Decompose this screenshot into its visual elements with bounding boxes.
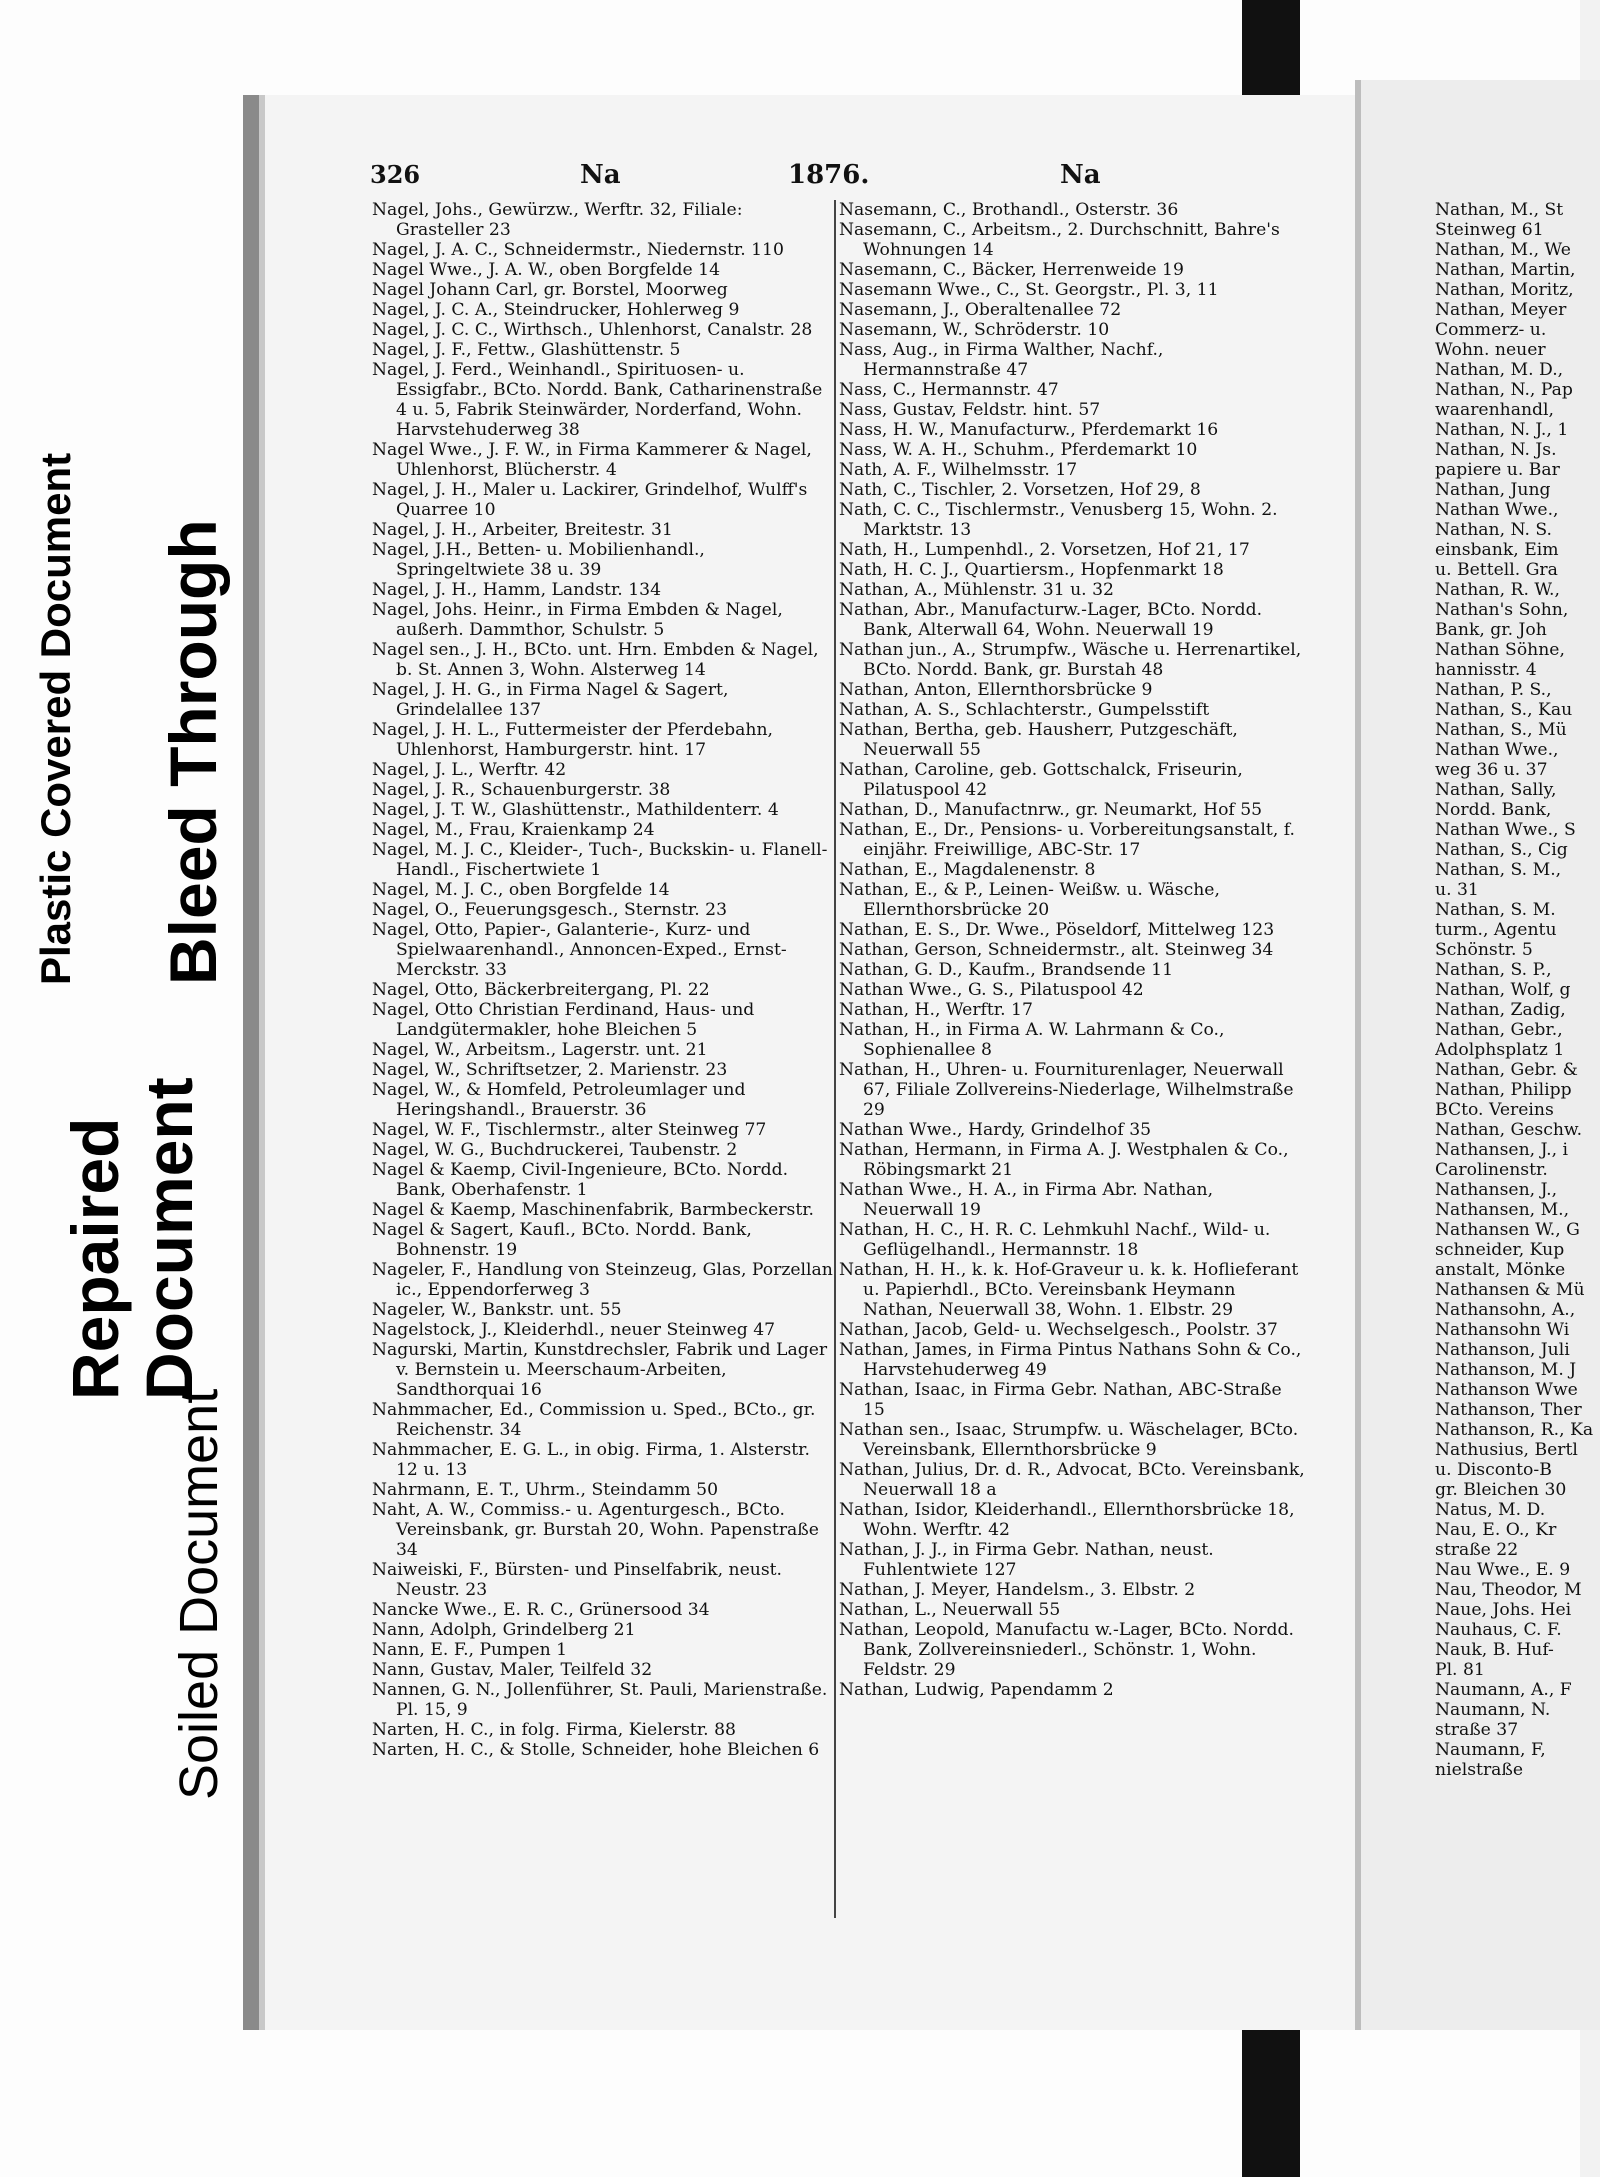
directory-entry: Nahmmacher, E. G. L., in obig. Firma, 1. Alsterstr. 12 u. 13 (372, 1440, 810, 1480)
directory-entry: Nagel, J. R., Schauenburgerstr. 38 (372, 780, 671, 800)
directory-entry: Nathan, S. M., (1435, 860, 1562, 880)
directory-entry: Nathan, E., Magdalenenstr. 8 (839, 860, 1096, 880)
directory-entry: Nagel, Otto, Bäckerbreitergang, Pl. 22 (372, 980, 710, 1000)
directory-entry: Naht, A. W., Commiss.- u. Agenturgesch., BCto. Vereinsbank, gr. Burstah 20, Wohn. Papenstraße 34 (372, 1500, 819, 1560)
directory-entry: Commerz- u. (1435, 320, 1547, 340)
directory-entry: papiere u. Bar (1435, 460, 1560, 480)
directory-entry: Nathan, Abr., Manufacturw.-Lager, BCto. Nordd. Bank, Alterwall 64, Wohn. Neuerwall 19 (839, 600, 1263, 640)
directory-entry: Nathan, Gerson, Schneidermstr., alt. Steinweg 34 (839, 940, 1274, 960)
directory-entry: Nathan, Wolf, g (1435, 980, 1571, 1000)
directory-entry: Nauk, B. Huf- (1435, 1640, 1554, 1660)
column-divider (834, 200, 836, 1918)
binder-strip-top (1242, 0, 1300, 110)
directory-entry: Nathan, Bertha, geb. Hausherr, Putzgeschäft, Neuerwall 55 (839, 720, 1238, 760)
directory-entry: Nahmmacher, Ed., Commission u. Sped., BCto., gr. Reichenstr. 34 (372, 1400, 816, 1440)
directory-entry: u. 31 (1435, 880, 1479, 900)
directory-entry: Nathan, P. S., (1435, 680, 1552, 700)
directory-entry: Nathan, H. H., k. k. Hof-Graveur u. k. k. Hoflieferant u. Papierhdl., BCto. Vereinsbank Heymann Nathan, Neuerwall 38, Wohn. 1. Elbstr. 29 (839, 1260, 1299, 1320)
directory-entry: Nathan, Jacob, Geld- u. Wechselgesch., Poolstr. 37 (839, 1320, 1278, 1340)
directory-entry: Nagel, J. F., Fettw., Glashüttenstr. 5 (372, 340, 681, 360)
directory-entry: Nagel, J. C. A., Steindrucker, Hohlerweg 9 (372, 300, 740, 320)
directory-entry: Nauhaus, C. F. (1435, 1620, 1562, 1640)
directory-entry: Nathan, G. D., Kaufm., Brandsende 11 (839, 960, 1174, 980)
directory-entry: Nathan's Sohn, (1435, 600, 1569, 620)
directory-entry: Naumann, N. (1435, 1700, 1551, 1720)
directory-entry: Narten, H. C., in folg. Firma, Kielerstr. 88 (372, 1720, 736, 1740)
directory-entry: Nagel, J. H. L., Futtermeister der Pferdebahn, Uhlenhorst, Hamburgerstr. hint. 17 (372, 720, 774, 760)
directory-entry: Nasemann, J., Oberaltenallee 72 (839, 300, 1122, 320)
directory-entry: Nathan, H. C., H. R. C. Lehmkuhl Nachf., Wild- u. Geflügelhandl., Hermannstr. 18 (839, 1220, 1271, 1260)
directory-entry: Nathan, Meyer (1435, 300, 1567, 320)
label-soiled-document: Soiled Document (169, 1388, 229, 1800)
directory-entry: Nagel, W. G., Buchdruckerei, Taubenstr. 2 (372, 1140, 738, 1160)
page-header (370, 160, 1130, 190)
directory-entry: Nasemann, C., Bäcker, Herrenweide 19 (839, 260, 1184, 280)
directory-entry: Nathan Wwe., (1435, 500, 1559, 520)
header-year: 1876. (788, 160, 870, 190)
directory-entry: Nathansen W., G (1435, 1220, 1580, 1240)
directory-entry: hannisstr. 4 (1435, 660, 1537, 680)
directory-entry: Naiweiski, F., Bürsten- und Pinselfabrik, neust. Neustr. 23 (372, 1560, 783, 1600)
directory-entry: Nathan Wwe., H. A., in Firma Abr. Nathan, Neuerwall 19 (839, 1180, 1214, 1220)
directory-entry: Steinweg 61 (1435, 220, 1544, 240)
directory-entry: Nagel, J. A. C., Schneidermstr., Niedernstr. 110 (372, 240, 784, 260)
directory-entry: Nathan, J. J., in Firma Gebr. Nathan, neust. Fuhlentwiete 127 (839, 1540, 1214, 1580)
directory-entry: Nath, C., Tischler, 2. Vorsetzen, Hof 29, 8 (839, 480, 1201, 500)
directory-entry: Nagel, J. L., Werftr. 42 (372, 760, 567, 780)
directory-entry: Nagel Wwe., J. A. W., oben Borgfelde 14 (372, 260, 721, 280)
directory-entry: Natus, M. D. (1435, 1500, 1546, 1520)
directory-entry: Nathansen, J., (1435, 1180, 1558, 1200)
directory-entry: Nathan, A. S., Schlachterstr., Gumpelsstift (839, 700, 1210, 720)
directory-entry: Nathansen, J., i (1435, 1140, 1569, 1160)
directory-entry: Nathan jun., A., Strumpfw., Wäsche u. Herrenartikel, BCto. Nordd. Bank, gr. Burstah 48 (839, 640, 1302, 680)
directory-entry: u. Disconto-B (1435, 1460, 1552, 1480)
directory-entry: Nathan, R. W., (1435, 580, 1560, 600)
directory-entry: Nagel & Kaemp, Maschinenfabrik, Barmbeckerstr. (372, 1200, 815, 1220)
directory-entry: Nau, E. O., Kr (1435, 1520, 1557, 1540)
directory-entry: Nagel, W. F., Tischlermstr., alter Steinweg 77 (372, 1120, 767, 1140)
directory-entry: Nathan, L., Neuerwall 55 (839, 1600, 1061, 1620)
directory-entry: Nagel, J. H., Maler u. Lackirer, Grindelhof, Wulff's Quarree 10 (372, 480, 808, 520)
directory-entry: Nathan, A., Mühlenstr. 31 u. 32 (839, 580, 1114, 600)
directory-entry: gr. Bleichen 30 (1435, 1480, 1567, 1500)
directory-entry: Nathan, Philipp (1435, 1080, 1572, 1100)
directory-entry: Nath, A. F., Wilhelmsstr. 17 (839, 460, 1078, 480)
directory-entry: Carolinenstr. (1435, 1160, 1548, 1180)
directory-entry: Nathan, Jung (1435, 480, 1551, 500)
directory-entry: Nageler, F., Handlung von Steinzeug, Glas, Porzellan ic., Eppendorferweg 3 (372, 1260, 833, 1300)
directory-entry: Nathan Wwe., G. S., Pilatuspool 42 (839, 980, 1144, 1000)
directory-entry: Nathan, E., Dr., Pensions- u. Vorbereitungsanstalt, f. einjähr. Freiwillige, ABC-Str. 17 (839, 820, 1295, 860)
directory-entry: Adolphsplatz 1 (1435, 1040, 1565, 1060)
directory-entry: Nathansohn Wi (1435, 1320, 1570, 1340)
directory-entry: Nathan, D., Manufactnrw., gr. Neumarkt, Hof 55 (839, 800, 1263, 820)
directory-entry: Nagel & Sagert, Kaufl., BCto. Nordd. Bank, Bohnenstr. 19 (372, 1220, 752, 1260)
directory-entry: Naumann, F, (1435, 1740, 1546, 1760)
directory-entry: Nathan, James, in Firma Pintus Nathans Sohn & Co., Harvstehuderweg 49 (839, 1340, 1302, 1380)
directory-entry: Nau Wwe., E. 9 (1435, 1560, 1571, 1580)
directory-entry: Nagel, W., Arbeitsm., Lagerstr. unt. 21 (372, 1040, 708, 1060)
directory-entry: Nagel, W., Schriftsetzer, 2. Marienstr. 23 (372, 1060, 728, 1080)
directory-entry: Nagurski, Martin, Kunstdrechsler, Fabrik und Lager v. Bernstein u. Meerschaum-Arbeiten, Sandthorquai 16 (372, 1340, 828, 1400)
directory-entry: anstalt, Mönke (1435, 1260, 1566, 1280)
directory-entry: Nathan, N., Pap (1435, 380, 1573, 400)
directory-entry: Nathanson, Juli (1435, 1340, 1570, 1360)
directory-entry: Nathansen, M., (1435, 1200, 1570, 1220)
directory-entry: schneider, Kup (1435, 1240, 1565, 1260)
directory-entry: Nathan Wwe., Hardy, Grindelhof 35 (839, 1120, 1152, 1140)
directory-entry: Nathan, S. P., (1435, 960, 1552, 980)
directory-entry: Nasemann, C., Brothandl., Osterstr. 36 (839, 200, 1179, 220)
directory-entry: Nathan, Gebr. & (1435, 1060, 1578, 1080)
directory-entry: Nathan Söhne, (1435, 640, 1565, 660)
label-bleed-through: Bleed Through (156, 519, 230, 985)
header-left-word: Na (580, 160, 621, 190)
directory-entry: Nageler, W., Bankstr. unt. 55 (372, 1300, 622, 1320)
directory-entry: Nathan, Martin, (1435, 260, 1576, 280)
directory-entry: Nagel sen., J. H., BCto. unt. Hrn. Embden & Nagel, b. St. Annen 3, Wohn. Alsterweg 14 (372, 640, 819, 680)
directory-entry: Nasemann, W., Schröderstr. 10 (839, 320, 1110, 340)
directory-entry: Nathan, J. Meyer, Handelsm., 3. Elbstr. 2 (839, 1580, 1196, 1600)
directory-entry: Nass, C., Hermannstr. 47 (839, 380, 1059, 400)
directory-entry: Nathan, M., St (1435, 200, 1564, 220)
directory-entry: Nathansohn, A., (1435, 1300, 1576, 1320)
directory-column-3 (1435, 200, 1600, 1780)
directory-entry: Nathan, E., & P., Leinen- Weißw. u. Wäsche, Ellernthorsbrücke 20 (839, 880, 1220, 920)
directory-entry: Nathan, E. S., Dr. Wwe., Pöseldorf, Mittelweg 123 (839, 920, 1275, 940)
directory-entry: Nann, E. F., Pumpen 1 (372, 1640, 568, 1660)
directory-entry: Nathan, Hermann, in Firma A. J. Westphalen & Co., Röbingsmarkt 21 (839, 1140, 1289, 1180)
directory-entry: Nath, C. C., Tischlermstr., Venusberg 15, Wohn. 2. Marktstr. 13 (839, 500, 1278, 540)
directory-entry: Nathan, Caroline, geb. Gottschalck, Friseurin, Pilatuspool 42 (839, 760, 1243, 800)
directory-entry: Nagel & Kaemp, Civil-Ingenieure, BCto. Nordd. Bank, Oberhafenstr. 1 (372, 1160, 789, 1200)
directory-entry: straße 22 (1435, 1540, 1519, 1560)
directory-entry: Nathan Wwe., (1435, 740, 1559, 760)
directory-entry: Nathan, N. J., 1 (1435, 420, 1569, 440)
directory-entry: Nasemann, C., Arbeitsm., 2. Durchschnitt, Bahre's Wohnungen 14 (839, 220, 1280, 260)
directory-entry: Nathanson Wwe (1435, 1380, 1578, 1400)
directory-entry: Nathan, Leopold, Manufactu w.-Lager, BCto. Nordd. Bank, Zollvereinsniederl., Schönstr. 1, Wohn. Feldstr. 29 (839, 1620, 1294, 1680)
directory-entry: Nagel, Johs. Heinr., in Firma Embden & Nagel, außerh. Dammthor, Schulstr. 5 (372, 600, 783, 640)
directory-entry: Nathansen & Mü (1435, 1280, 1585, 1300)
directory-entry: Nathan, N. Js. (1435, 440, 1557, 460)
directory-entry: Nagel, O., Feuerungsgesch., Sternstr. 23 (372, 900, 728, 920)
directory-entry: Pl. 81 (1435, 1660, 1485, 1680)
directory-entry: Nathan, Sally, (1435, 780, 1557, 800)
directory-entry: Nagelstock, J., Kleiderhdl., neuer Steinweg 47 (372, 1320, 776, 1340)
directory-entry: Nass, H. W., Manufacturw., Pferdemarkt 16 (839, 420, 1219, 440)
directory-entry: Nath, H. C. J., Quartiersm., Hopfenmarkt 18 (839, 560, 1224, 580)
directory-entry: Nau, Theodor, M (1435, 1580, 1582, 1600)
directory-entry: Nathan, Zadig, (1435, 1000, 1566, 1020)
directory-entry: Nathan, H., Uhren- u. Fourniturenlager, Neuerwall 67, Filiale Zollvereins-Niederlage, Wilhelmstraße 29 (839, 1060, 1294, 1120)
directory-entry: Nathan, Isaac, in Firma Gebr. Nathan, ABC-Straße 15 (839, 1380, 1282, 1420)
directory-entry: Nagel, J. Ferd., Weinhandl., Spirituosen- u. Essigfabr., BCto. Nordd. Bank, Catharinenstraße 4 u. 5, Fabrik Steinwärder, Norderfand, Wohn. Harvstehuderweg 38 (372, 360, 823, 440)
directory-entry: Nathan Wwe., S (1435, 820, 1576, 840)
directory-entry: Nagel Wwe., J. F. W., in Firma Kammerer & Nagel, Uhlenhorst, Blücherstr. 4 (372, 440, 812, 480)
directory-entry: Nann, Gustav, Maler, Teilfeld 32 (372, 1660, 653, 1680)
directory-entry: einsbank, Eim (1435, 540, 1559, 560)
directory-column-1 (372, 200, 834, 1760)
directory-entry: Nass, W. A. H., Schuhm., Pferdemarkt 10 (839, 440, 1198, 460)
directory-entry: Nathan, M., We (1435, 240, 1571, 260)
directory-entry: u. Bettell. Gra (1435, 560, 1558, 580)
directory-entry: Nagel, J. H., Arbeiter, Breitestr. 31 (372, 520, 673, 540)
directory-entry: Nathanson, M. J (1435, 1360, 1577, 1380)
directory-entry: Nagel, J. C. C., Wirthsch., Uhlenhorst, Canalstr. 28 (372, 320, 813, 340)
directory-entry: Nath, H., Lumpenhdl., 2. Vorsetzen, Hof 21, 17 (839, 540, 1250, 560)
binder-strip-bottom (1242, 2010, 1300, 2177)
directory-entry: Nagel, J. H. G., in Firma Nagel & Sagert, Grindelallee 137 (372, 680, 729, 720)
directory-entry: Narten, H. C., & Stolle, Schneider, hohe Bleichen 6 (372, 1740, 820, 1760)
directory-entry: Nagel, J. H., Hamm, Landstr. 134 (372, 580, 662, 600)
directory-entry: Nathan, Moritz, (1435, 280, 1574, 300)
page-number: 326 (370, 160, 421, 189)
directory-entry: Nathan, Julius, Dr. d. R., Advocat, BCto. Vereinsbank, Neuerwall 18 a (839, 1460, 1305, 1500)
directory-entry: Nathusius, Bertl (1435, 1440, 1578, 1460)
directory-entry: Schönstr. 5 (1435, 940, 1533, 960)
directory-entry: Nathan, S. M. (1435, 900, 1556, 920)
directory-entry: Nathan, N. S. (1435, 520, 1552, 540)
directory-entry: Nathanson, R., Ka (1435, 1420, 1594, 1440)
directory-entry: Nathan, S., Cig (1435, 840, 1568, 860)
directory-entry: Nathan, S., Kau (1435, 700, 1573, 720)
directory-entry: Naumann, A., F (1435, 1680, 1572, 1700)
directory-entry: Nagel, M. J. C., Kleider-, Tuch-, Buckskin- u. Flanell-Handl., Fischertwiete 1 (372, 840, 828, 880)
directory-entry: weg 36 u. 37 (1435, 760, 1548, 780)
directory-entry: Nagel, W., & Homfeld, Petroleumlager und Heringshandl., Brauerstr. 36 (372, 1080, 746, 1120)
directory-entry: Nathan, Anton, Ellernthorsbrücke 9 (839, 680, 1153, 700)
directory-entry: Nass, Aug., in Firma Walther, Nachf., Hermannstraße 47 (839, 340, 1164, 380)
directory-entry: Naue, Johs. Hei (1435, 1600, 1572, 1620)
directory-entry: Nagel, J. T. W., Glashüttenstr., Mathildenterr. 4 (372, 800, 779, 820)
directory-entry: Nathan sen., Isaac, Strumpfw. u. Wäschelager, BCto. Vereinsbank, Ellernthorsbrücke 9 (839, 1420, 1299, 1460)
directory-entry: Nagel, Johs., Gewürzw., Werftr. 32, Filiale: Grasteller 23 (372, 200, 743, 240)
directory-entry: Nathan, S., Mü (1435, 720, 1567, 740)
directory-entry: Nagel, J.H., Betten- u. Mobilienhandl., Springeltwiete 38 u. 39 (372, 540, 705, 580)
directory-entry: Nathan, H., Werftr. 17 (839, 1000, 1033, 1020)
directory-entry: nielstraße (1435, 1760, 1524, 1780)
directory-entry: Nahrmann, E. T., Uhrm., Steindamm 50 (372, 1480, 719, 1500)
directory-entry: Nagel Johann Carl, gr. Borstel, Moorweg (372, 280, 728, 300)
directory-entry: Wohn. neuer (1435, 340, 1546, 360)
directory-entry: Nathan, Isidor, Kleiderhandl., Ellernthorsbrücke 18, Wohn. Werftr. 42 (839, 1500, 1295, 1540)
directory-entry: Nagel, M., Frau, Kraienkamp 24 (372, 820, 655, 840)
directory-entry: Nathanson, Ther (1435, 1400, 1582, 1420)
header-right-word: Na (1060, 160, 1101, 190)
directory-entry: Nass, Gustav, Feldstr. hint. 57 (839, 400, 1101, 420)
label-plastic-covered: Plastic Covered Document (32, 452, 79, 985)
label-repaired-document: Repaired Document (58, 1077, 206, 1400)
directory-entry: Nagel, Otto, Papier-, Galanterie-, Kurz- und Spielwaarenhandl., Annoncen-Exped., Ernst-Merckstr. 33 (372, 920, 787, 980)
directory-entry: Nordd. Bank, (1435, 800, 1552, 820)
directory-entry: waarenhandl, (1435, 400, 1555, 420)
directory-entry: BCto. Vereins (1435, 1100, 1554, 1120)
directory-entry: turm., Agentu (1435, 920, 1557, 940)
directory-entry: Nathan, Gebr., (1435, 1020, 1563, 1040)
directory-entry: Nathan, H., in Firma A. W. Lahrmann & Co., Sophienallee 8 (839, 1020, 1225, 1060)
directory-entry: Nathan, Geschw. (1435, 1120, 1583, 1140)
directory-entry: Nathan, Ludwig, Papendamm 2 (839, 1680, 1114, 1700)
directory-entry: Nannen, G. N., Jollenführer, St. Pauli, Marienstraße. Pl. 15, 9 (372, 1680, 828, 1720)
directory-entry: Nasemann Wwe., C., St. Georgstr., Pl. 3, 11 (839, 280, 1219, 300)
directory-entry: Nann, Adolph, Grindelberg 21 (372, 1620, 636, 1640)
directory-entry: straße 37 (1435, 1720, 1519, 1740)
directory-entry: Bank, gr. Joh (1435, 620, 1547, 640)
directory-entry: Nagel, M. J. C., oben Borgfelde 14 (372, 880, 670, 900)
directory-column-2 (839, 200, 1305, 1700)
directory-entry: Nagel, Otto Christian Ferdinand, Haus- und Landgütermakler, hohe Bleichen 5 (372, 1000, 755, 1040)
directory-entry: Nathan, M. D., (1435, 360, 1564, 380)
directory-entry: Nancke Wwe., E. R. C., Grünersood 34 (372, 1600, 710, 1620)
